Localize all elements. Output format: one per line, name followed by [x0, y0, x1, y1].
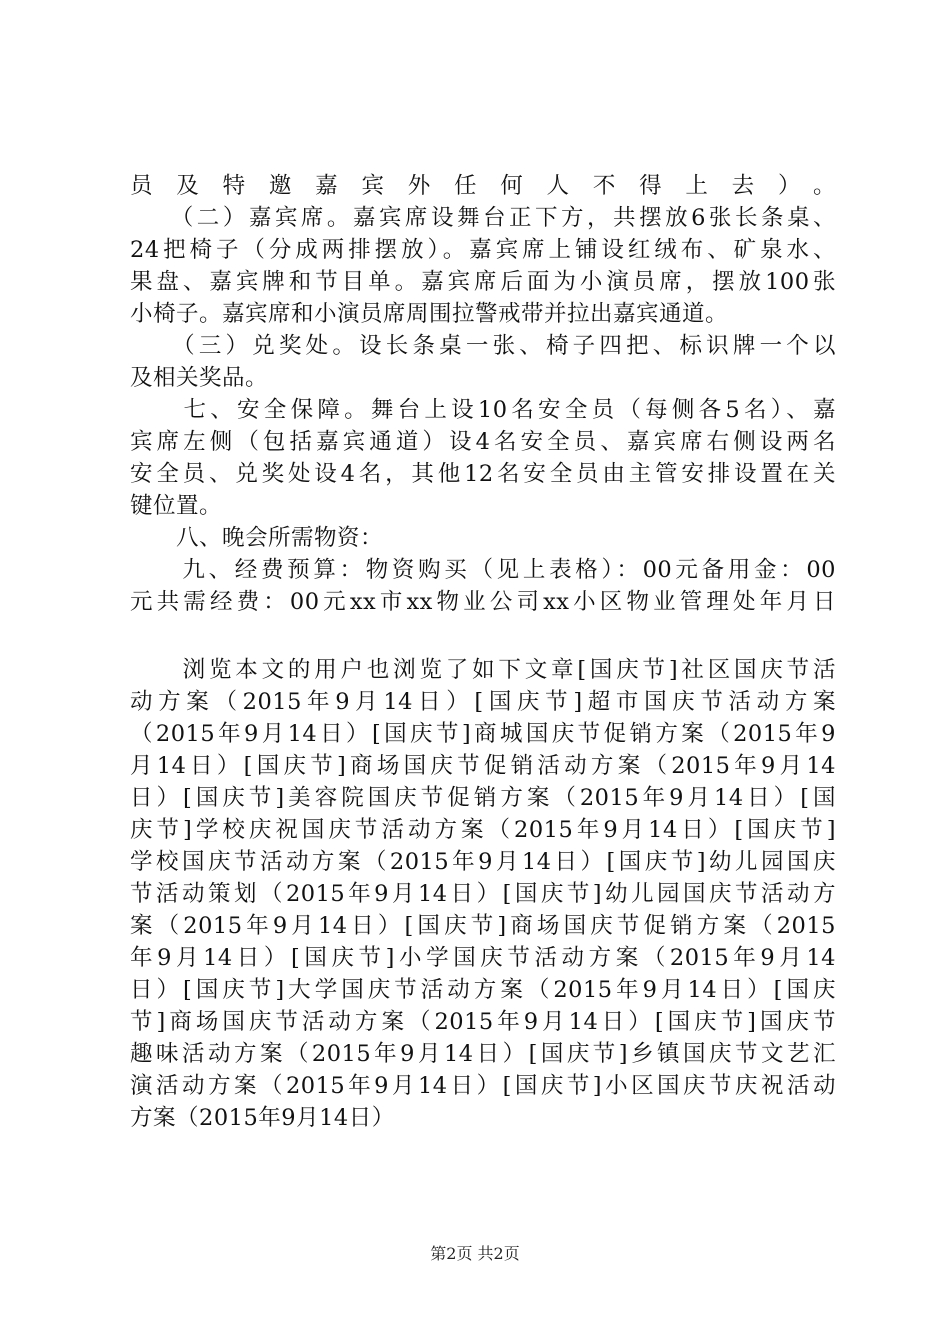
text-line: 动方案（2015年9月14日）[国庆节]超市国庆节活动方案: [130, 689, 836, 715]
text-line: 九、经费预算：物资购买（见上表格）：00元备用金：00: [130, 557, 836, 583]
page-number: 第2页 共2页: [430, 1244, 520, 1263]
text-line: 月14日）[国庆节]商场国庆节促销活动方案（2015年9月14: [130, 753, 836, 779]
text-line: （2015年9月14日）[国庆节]商城国庆节促销方案（2015年9: [130, 721, 836, 747]
related-articles-section: [130, 654, 836, 1134]
text-line: 趣味活动方案（2015年9月14日）[国庆节]乡镇国庆节文艺汇: [130, 1041, 836, 1067]
text-line: 元共需经费：00元xx市xx物业公司xx小区物业管理处年月日: [130, 589, 836, 615]
text-line: 八、晚会所需物资：: [130, 525, 384, 551]
text-line: （二）嘉宾席。嘉宾席设舞台正下方，共摆放6张长条桌、: [130, 205, 836, 231]
text-line: 日）[国庆节]美容院国庆节促销方案（2015年9月14日）[国: [130, 785, 836, 811]
text-line: 七、安全保障。舞台上设10名安全员（每侧各5名）、嘉: [130, 397, 836, 423]
text-line: 安全员、兑奖处设4名，其他12名安全员由主管安排设置在关: [130, 461, 836, 487]
text-line: 学校国庆节活动方案（2015年9月14日）[国庆节]幼儿园国庆: [130, 849, 836, 875]
text-line: 键位置。: [130, 493, 223, 519]
text-line: 小椅子。嘉宾席和小演员席周围拉警戒带并拉出嘉宾通道。: [130, 301, 729, 327]
plan-section: [130, 170, 836, 618]
text-line: 演活动方案（2015年9月14日）[国庆节]小区国庆节庆祝活动: [130, 1073, 836, 1099]
text-line: 日）[国庆节]大学国庆节活动方案（2015年9月14日）[国庆: [130, 977, 836, 1003]
text-line: 庆节]学校庆祝国庆节活动方案（2015年9月14日）[国庆节]: [130, 817, 836, 843]
document-body: [130, 170, 836, 1134]
text-line: 浏览本文的用户也浏览了如下文章[国庆节]社区国庆节活: [130, 657, 836, 683]
text-line: 年9月14日）[国庆节]小学国庆节活动方案（2015年9月14: [130, 945, 836, 971]
text-line: （三）兑奖处。设长条桌一张、椅子四把、标识牌一个以: [130, 333, 836, 359]
text-line: 员及特邀嘉宾外任何人不得上去）。: [130, 173, 836, 199]
text-line: 及相关奖品。: [130, 365, 269, 391]
text-line: 宾席左侧（包括嘉宾通道）设4名安全员、嘉宾席右侧设两名: [130, 429, 836, 455]
text-line: 果盘、嘉宾牌和节目单。嘉宾席后面为小演员席，摆放100张: [130, 269, 836, 295]
text-line: 节]商场国庆节活动方案（2015年9月14日）[国庆节]国庆节: [130, 1009, 836, 1035]
text-line: 案（2015年9月14日）[国庆节]商场国庆节促销方案（2015: [130, 913, 836, 939]
text-line: 方案（2015年9月14日）: [130, 1105, 395, 1131]
paragraph-gap: [130, 618, 836, 654]
text-line: 24把椅子（分成两排摆放）。嘉宾席上铺设红绒布、矿泉水、: [130, 237, 836, 263]
text-line: 节活动策划（2015年9月14日）[国庆节]幼儿园国庆节活动方: [130, 881, 836, 907]
